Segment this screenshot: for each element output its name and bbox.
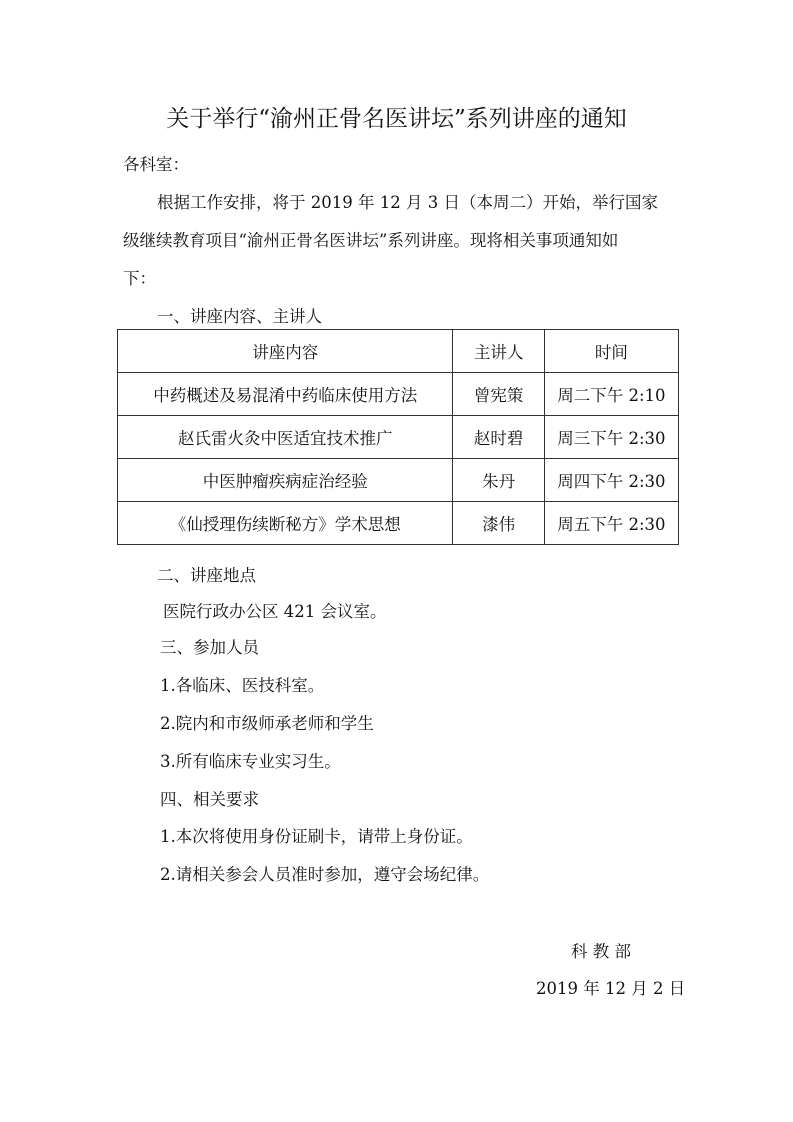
lecture-time: 周三下午 2:30	[544, 416, 678, 459]
attendee-item: 1.各临床、医技科室。	[160, 676, 325, 695]
lecture-topic: 《仙授理伤续断秘方》学术思想	[118, 502, 453, 545]
signature-department: 科 教 部	[571, 942, 631, 961]
table-row	[118, 416, 679, 459]
salutation: 各科室：	[123, 155, 189, 174]
intro-line-1: 根据工作安排，将于 2019 年 12 月 3 日（本周二）开始，举行国家	[157, 193, 658, 212]
table-header-row	[118, 330, 679, 373]
lecture-table	[117, 329, 679, 545]
section-heading-requirements: 四、相关要求	[160, 790, 259, 809]
section-heading-attendees: 三、参加人员	[160, 638, 259, 657]
attendee-item: 3.所有临床专业实习生。	[160, 752, 341, 771]
lecture-time: 周四下午 2:30	[544, 459, 678, 502]
location-text: 医院行政办公区 421 会议室。	[163, 602, 387, 621]
requirement-item: 2.请相关参会人员准时参加，遵守会场纪律。	[160, 865, 490, 884]
header-time: 时间	[544, 330, 678, 373]
table-row	[118, 459, 679, 502]
signature-date: 2019 年 12 月 2 日	[536, 979, 686, 998]
intro-line-2: 级继续教育项目“渝州正骨名医讲坛”系列讲座。现将相关事项通知如	[123, 231, 619, 250]
lecture-time: 周二下午 2:10	[544, 373, 678, 416]
section-heading-location: 二、讲座地点	[157, 566, 256, 585]
lecture-topic: 赵氏雷火灸中医适宜技术推广	[118, 416, 453, 459]
lecture-speaker: 漆伟	[453, 502, 544, 545]
table-row	[118, 373, 679, 416]
document-title: 关于举行“渝州正骨名医讲坛”系列讲座的通知	[166, 106, 627, 132]
section-heading-lectures: 一、讲座内容、主讲人	[157, 307, 322, 326]
requirement-item: 1.本次将使用身份证刷卡，请带上身份证。	[160, 827, 473, 846]
lecture-time: 周五下午 2:30	[544, 502, 678, 545]
lecture-speaker: 曾宪策	[453, 373, 544, 416]
lecture-topic: 中医肿瘤疾病症治经验	[118, 459, 453, 502]
lecture-speaker: 朱丹	[453, 459, 544, 502]
header-speaker: 主讲人	[453, 330, 544, 373]
attendee-item: 2.院内和市级师承老师和学生	[160, 714, 374, 733]
lecture-speaker: 赵时碧	[453, 416, 544, 459]
lecture-topic: 中药概述及易混淆中药临床使用方法	[118, 373, 453, 416]
intro-line-3: 下：	[123, 269, 156, 288]
table-row	[118, 502, 679, 545]
header-content: 讲座内容	[118, 330, 453, 373]
